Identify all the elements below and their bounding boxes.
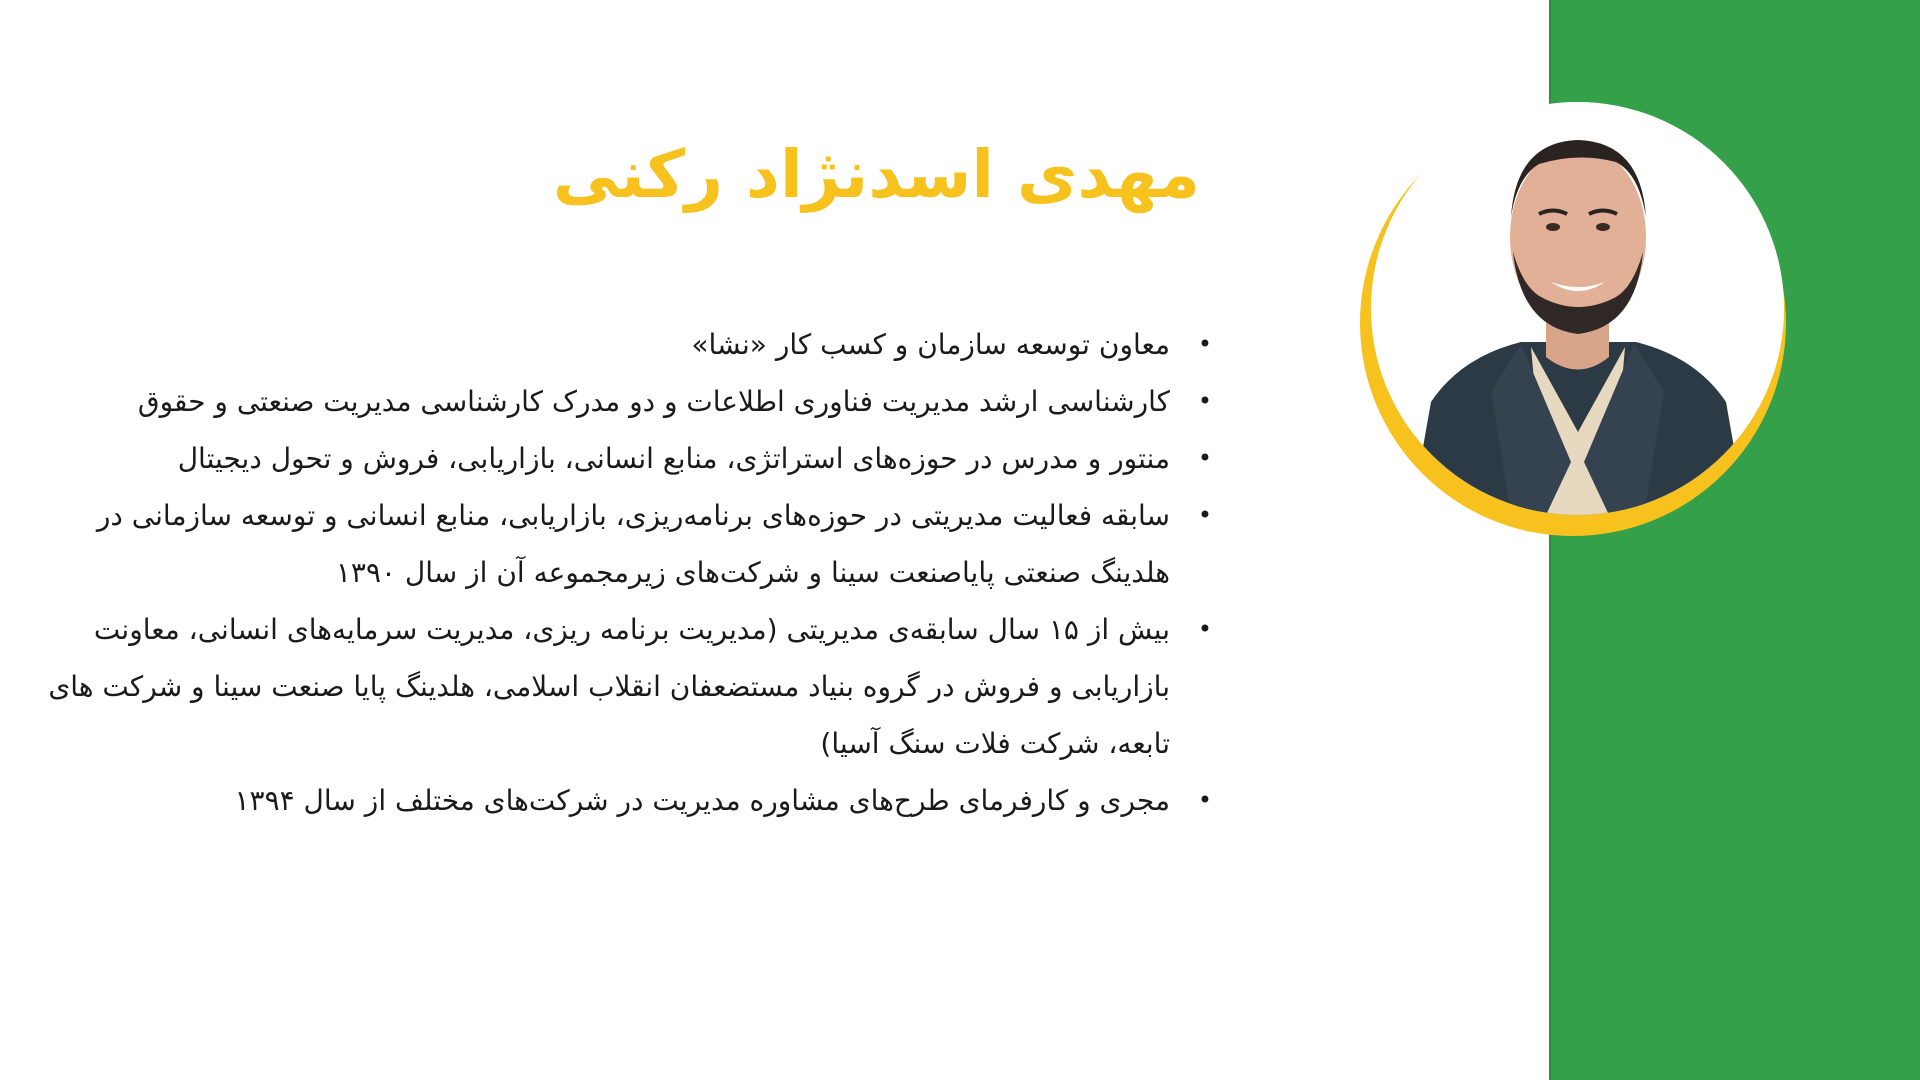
list-item-text: معاون توسعه سازمان و کسب کار «نشا»	[691, 328, 1170, 361]
list-item-text: بیش از ۱۵ سال سابقه‌ی مدیریتی (مدیریت برنامه ریزی، مدیریت سرمایه‌های انسانی، معاونت بازاریابی و فروش در گروه بنیاد مستضعفان انقلاب اسلامی، هلدینگ پایا صنعت سینا و شرکت های تابعه، شرکت فلات سنگ آسیا)	[48, 613, 1170, 760]
list-item	[40, 430, 1220, 487]
bullet-dot-icon: •	[1197, 387, 1213, 415]
list-item	[40, 772, 1220, 829]
list-item	[40, 601, 1220, 772]
page-title: مهدی اسدنژاد رکنی	[552, 136, 1200, 213]
list-item	[40, 487, 1220, 601]
bullet-dot-icon: •	[1197, 330, 1213, 358]
bullet-dot-icon: •	[1197, 786, 1213, 814]
list-item	[40, 316, 1220, 373]
list-item-text: کارشناسی ارشد مدیریت فناوری اطلاعات و دو مدرک کارشناسی مدیریت صنعتی و حقوق	[137, 385, 1170, 418]
list-item-text: منتور و مدرس در حوزه‌های استراتژی، منابع انسانی، بازاریابی، فروش و تحول دیجیتال	[177, 442, 1170, 475]
bullet-list	[40, 316, 1220, 829]
person-portrait-icon	[1371, 102, 1784, 515]
bullet-dot-icon: •	[1197, 615, 1213, 643]
bullet-dot-icon: •	[1197, 444, 1213, 472]
list-item-text: سابقه فعالیت مدیریتی در حوزه‌های برنامه‌ریزی، بازاریابی، منابع انسانی و توسعه سازمانی در هلدینگ صنعتی پایاصنعت سینا و شرکت‌های زیرمجموعه آن از سال ۱۳۹۰	[96, 499, 1170, 589]
portrait-photo	[1371, 102, 1784, 515]
bullet-dot-icon: •	[1197, 501, 1213, 529]
list-item	[40, 373, 1220, 430]
list-item-text: مجری و کارفرمای طرح‌های مشاوره مدیریت در شرکت‌های مختلف از سال ۱۳۹۴	[234, 784, 1170, 817]
